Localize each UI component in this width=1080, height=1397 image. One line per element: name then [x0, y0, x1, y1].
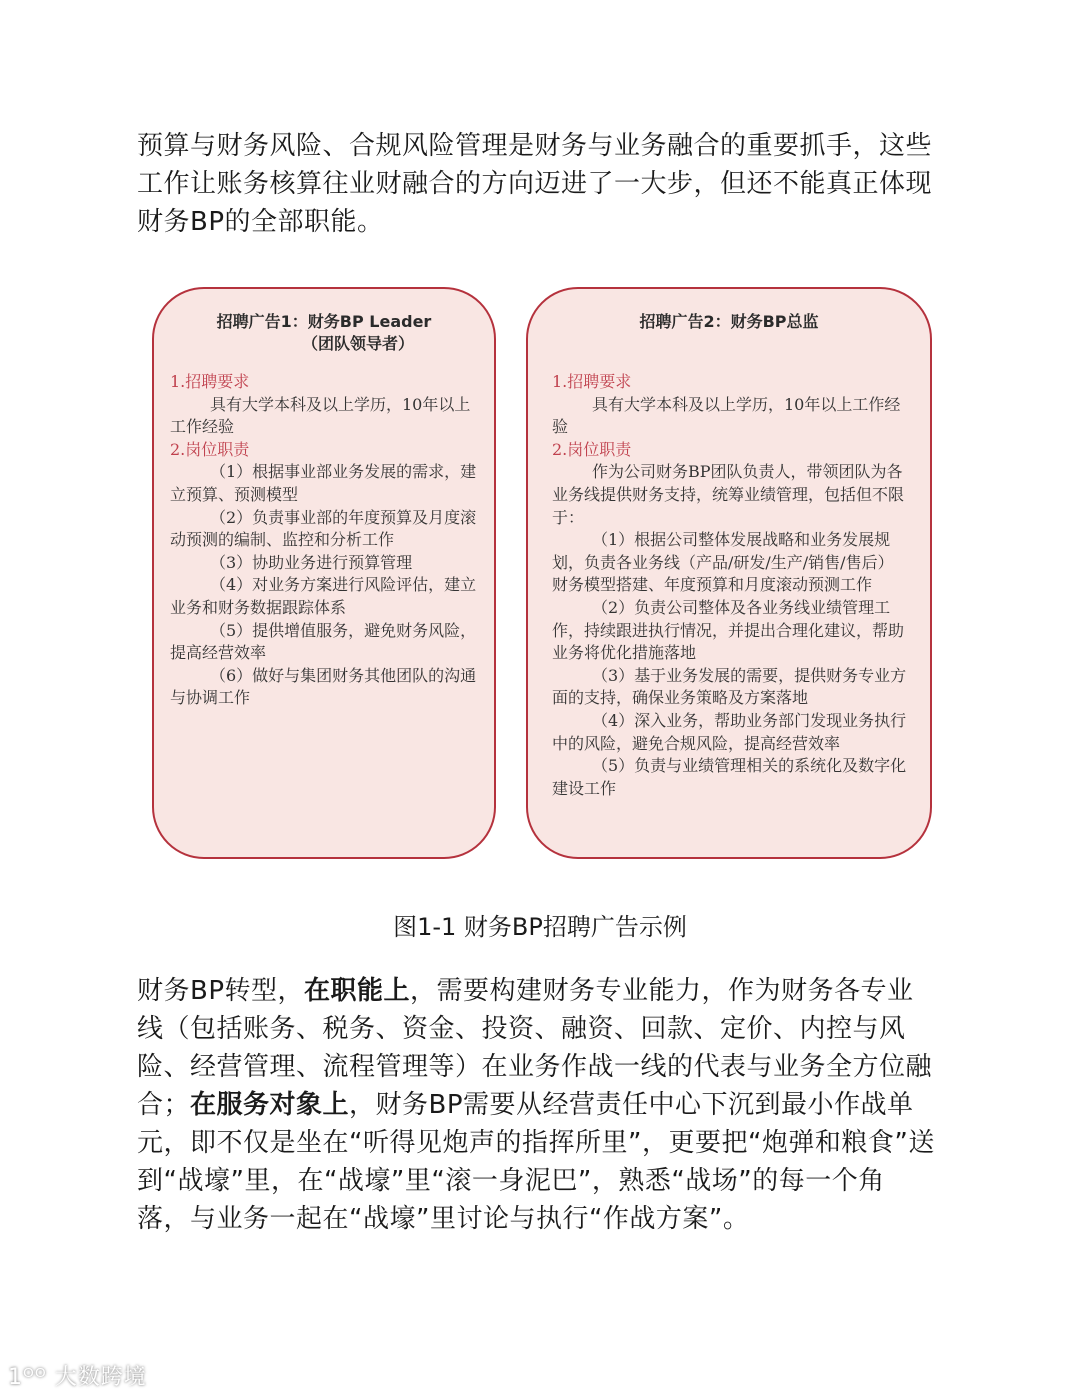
- duty-item: （3）基于业务发展的需要，提供财务专业方面的支持，确保业务策略及方案落地: [552, 665, 907, 708]
- duty-item: （1）根据事业部业务发展的需求，建立预算、预测模型: [170, 462, 477, 504]
- requirements-heading: 1.招聘要求: [552, 372, 632, 391]
- duty-item: （2）负责公司整体及各业务线业绩管理工作，持续跟进执行情况，并提出合理化建议，帮助业务将优化措施落地: [552, 597, 905, 663]
- duty-item: （6）做好与集团财务其他团队的沟通与协调工作: [170, 665, 477, 708]
- bold-emphasis: 在服务对象上: [190, 1090, 350, 1120]
- job-ad-title: 招聘广告2：财务BP总监: [639, 312, 819, 331]
- text-segment: 财务BP转型，: [137, 976, 305, 1006]
- watermark-logo: [8, 1360, 147, 1391]
- job-ad-body: [170, 371, 480, 710]
- job-ad-title: 招聘广告1：财务BP Leader: [216, 312, 432, 331]
- logo-icon: 1ᴼᴼ: [8, 1365, 55, 1390]
- duty-item: （2）负责事业部的年度预算及月度滚动预测的编制、监控和分析工作: [170, 507, 477, 550]
- job-ad-card-2: [526, 287, 932, 859]
- intro-paragraph: 预算与财务风险、合规风险管理是财务与业务融合的重要抓手，这些工作让账务核算往业财融合的方向迈进了一大步，但还不能真正体现财务BP的全部职能。: [137, 131, 933, 237]
- watermark-text: 大数跨境: [54, 1365, 147, 1390]
- duties-heading: 2.岗位职责: [170, 439, 250, 459]
- job-ad-card-1: [152, 287, 496, 859]
- job-ad-body: [552, 371, 908, 800]
- duty-item: （4）深入业务，帮助业务部门发现业务执行中的风险，避免合规风险，提高经营效率: [552, 710, 907, 753]
- duties-intro: 作为公司财务BP团队负责人，带领团队为各业务线提供财务支持，统筹业绩管理，包括但不限于：: [552, 462, 905, 527]
- requirements-text: 具有大学本科及以上学历，10年以上工作经验: [170, 394, 471, 437]
- requirements-text: 具有大学本科及以上学历，10年以上工作经验: [552, 394, 901, 437]
- duties-heading: 2.岗位职责: [552, 439, 632, 459]
- duty-item: （4）对业务方案进行风险评估，建立业务和财务数据跟踪体系: [170, 575, 477, 617]
- bold-emphasis: 在职能上: [304, 976, 411, 1006]
- duty-item: （1）根据公司整体发展战略和业务发展规划，负责各业务线（产品/研发/生产/销售/售后）财务模型搭建、年度预算和月度滚动预测工作: [552, 530, 894, 595]
- figure-caption: 图1-1 财务BP招聘广告示例: [393, 913, 687, 941]
- body-paragraph: [137, 972, 937, 1238]
- requirements-heading: 1.招聘要求: [170, 372, 250, 391]
- text-segment: ，财务BP需要从经营责任中心下沉到最小作战单元，即不仅是坐在“听得见炮声的指挥所里”，更要把“炮弹和粮食”送到“战壕”里，在“战壕”里“滚一身泥巴”，熟悉“战场”的每一个角落，与业务一起在“战壕”里讨论与执行“作战方案”。: [137, 1090, 935, 1234]
- duty-item: （5）提供增值服务，避免财务风险，提高经营效率: [170, 620, 477, 663]
- duty-item: （5）负责与业绩管理相关的系统化及数字化建设工作: [552, 756, 907, 798]
- duty-item: （3）协助业务进行预算管理: [210, 552, 413, 572]
- text-segment: ，需要构建财务专业能力，作为财务各专业线（包括账务、税务、资金、投资、融资、回款、定价、内控与风险、经营管理、流程管理等）在业务作战一线的代表与业务全方位融合；: [137, 976, 933, 1120]
- job-ad-subtitle: （团队领导者）: [302, 334, 415, 353]
